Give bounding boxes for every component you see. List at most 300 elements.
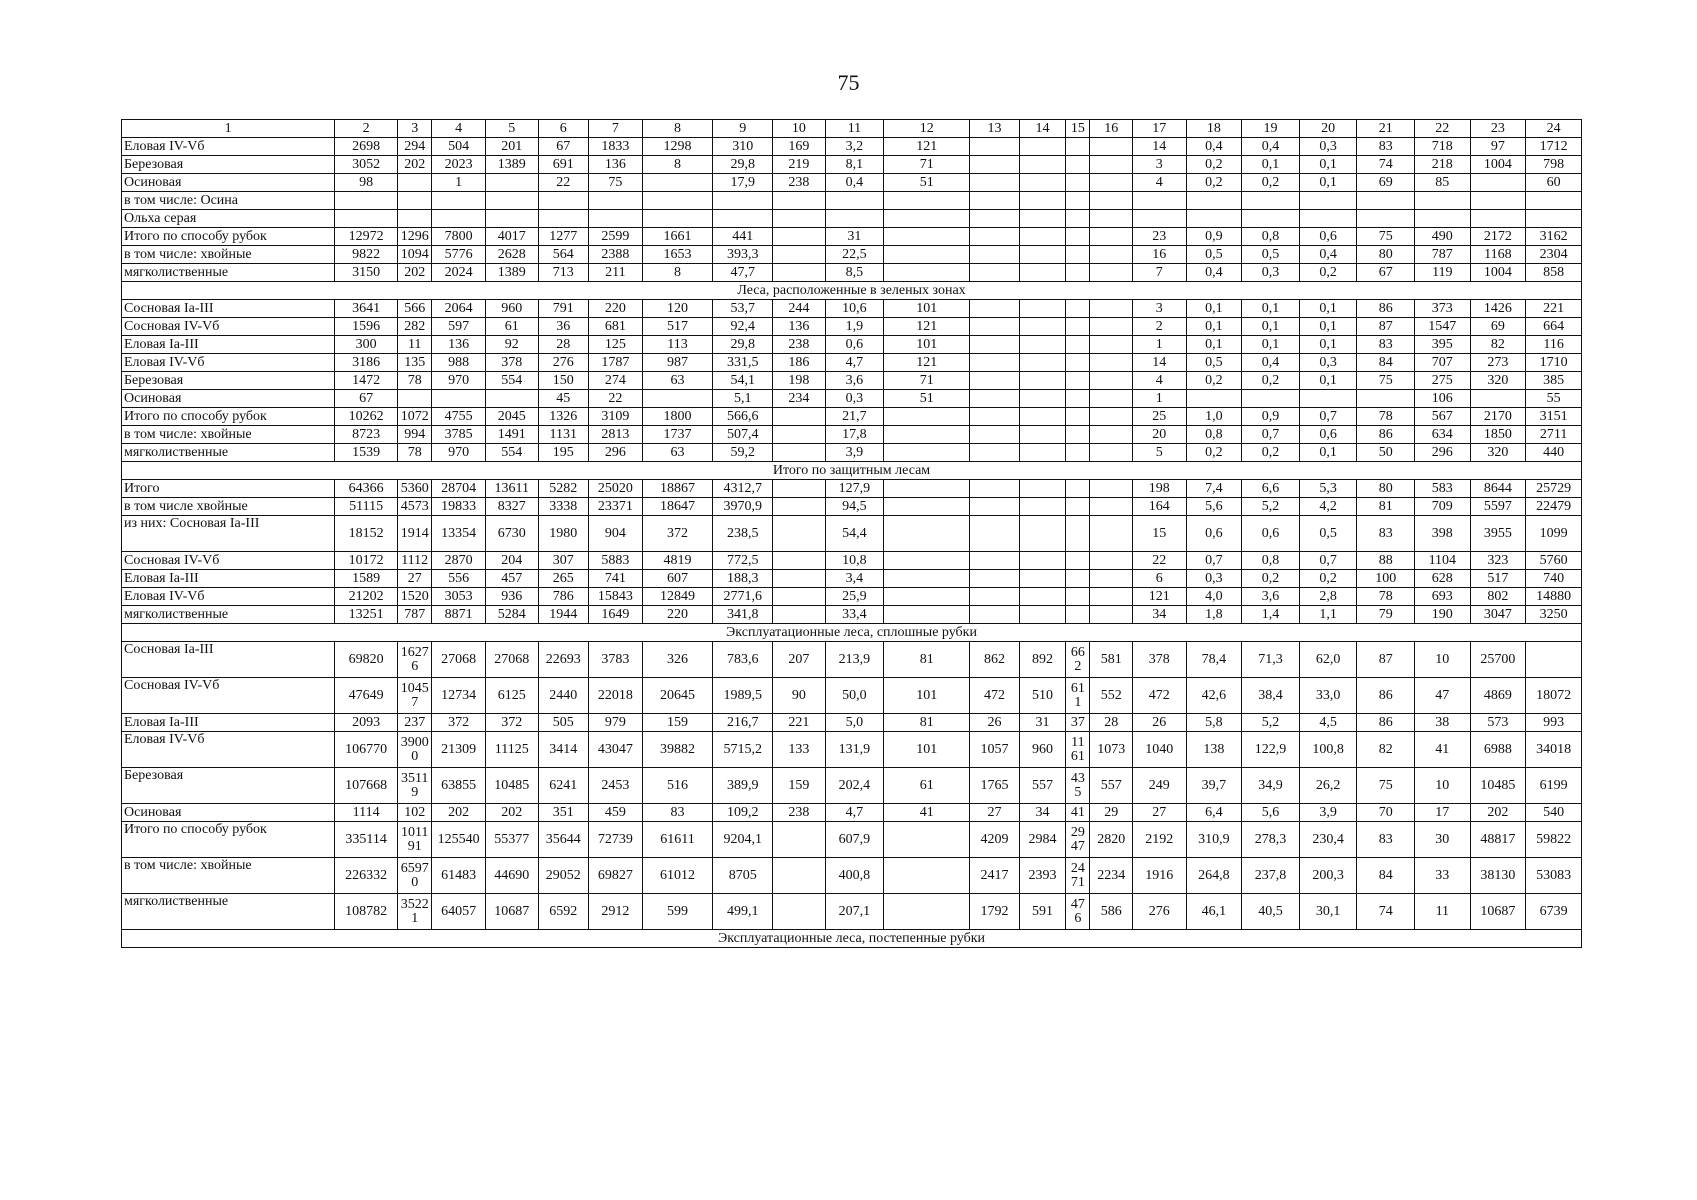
table-cell [1066,426,1090,444]
forest-table [121,119,1582,948]
row-label: Итого по способу рубок [122,408,335,426]
table-cell: 25020 [589,480,643,498]
table-cell [773,516,826,552]
table-cell: 0,3 [825,390,884,408]
table-cell [398,210,432,228]
table-cell: 101 [884,336,970,354]
table-cell [1090,498,1132,516]
table-cell: 17,9 [713,174,773,192]
table-cell: 27 [398,570,432,588]
table-cell: 86 [1357,714,1415,732]
table-cell: 0,1 [1242,318,1300,336]
table-cell: 783,6 [713,642,773,678]
table-cell: 64057 [432,894,486,930]
table-cell: 30,1 [1299,894,1357,930]
table-cell [884,588,970,606]
table-cell: 15 [1132,516,1186,552]
table-cell: 221 [1526,300,1582,318]
table-cell: 4 [1132,174,1186,192]
table-cell: 988 [432,354,486,372]
table-cell: 7800 [432,228,486,246]
table-cell: 69 [1357,174,1415,192]
table-cell: 75 [1357,768,1415,804]
table-cell: 86 [1357,678,1415,714]
table-cell: 5776 [432,246,486,264]
table-cell [970,300,1020,318]
table-cell: 113 [642,336,713,354]
table-cell [1090,588,1132,606]
table-row [122,354,1582,372]
table-cell: 282 [398,318,432,336]
table-cell [884,480,970,498]
table-cell: 2628 [485,246,538,264]
table-cell [773,588,826,606]
table-cell: 16 [1132,246,1186,264]
table-cell: 275 [1415,372,1471,390]
table-cell: 29052 [538,858,589,894]
table-cell: 372 [432,714,486,732]
table-cell [884,408,970,426]
table-cell: 960 [1019,732,1066,768]
table-cell: 234 [773,390,826,408]
table-cell [884,426,970,444]
table-cell [1470,192,1526,210]
table-cell [1090,372,1132,390]
column-number: 4 [432,120,486,138]
table-cell: 92,4 [713,318,773,336]
table-cell: 389,9 [713,768,773,804]
table-cell [773,246,826,264]
table-cell [1132,210,1186,228]
table-cell: 0,9 [1242,408,1300,426]
table-cell [884,822,970,858]
table-cell: 1520 [398,588,432,606]
table-cell: 440 [1526,444,1582,462]
table-cell: 10 [1415,642,1471,678]
table-cell: 0,1 [1242,300,1300,318]
table-cell: 28 [538,336,589,354]
table-cell: 50 [1357,444,1415,462]
table-cell: 1 [432,174,486,192]
table-cell: 335114 [335,822,398,858]
table-cell: 69827 [589,858,643,894]
table-cell: 993 [1526,714,1582,732]
row-label: Осиновая [122,804,335,822]
row-label: Еловая IV-Vб [122,588,335,606]
table-cell: 2304 [1526,246,1582,264]
table-cell [1019,570,1066,588]
table-cell: 10,8 [825,552,884,570]
table-cell: 238,5 [713,516,773,552]
table-cell: 1,9 [825,318,884,336]
table-cell: 459 [589,804,643,822]
table-cell: 1472 [335,372,398,390]
table-cell: 3250 [1526,606,1582,624]
table-cell [884,210,970,228]
table-cell: 31 [825,228,884,246]
table-cell: 8,5 [825,264,884,282]
table-cell: 87 [1357,318,1415,336]
table-cell: 51115 [335,498,398,516]
table-cell: 0,2 [1299,264,1357,282]
row-label: Сосновая Ia-III [122,300,335,318]
table-cell: 373 [1415,300,1471,318]
table-cell: 0,5 [1186,354,1242,372]
table-cell: 0,5 [1299,516,1357,552]
table-cell: 90 [773,678,826,714]
table-cell: 22,5 [825,246,884,264]
table-cell: 586 [1090,894,1132,930]
table-cell: 6988 [1470,732,1526,768]
table-cell [1066,552,1090,570]
table-cell [642,174,713,192]
table-cell: 125 [589,336,643,354]
table-cell: 42,6 [1186,678,1242,714]
table-cell: 17,8 [825,426,884,444]
table-cell: 0,1 [1299,318,1357,336]
table-cell: 201 [485,138,538,156]
table-cell: 0,1 [1242,156,1300,174]
table-cell: 517 [642,318,713,336]
table-cell: 202 [432,804,486,822]
table-cell: 1004 [1470,264,1526,282]
table-cell: 75 [1357,228,1415,246]
table-cell: 35119 [398,768,432,804]
table-cell: 5282 [538,480,589,498]
table-cell: 2870 [432,552,486,570]
table-cell [1090,570,1132,588]
table-cell: 264,8 [1186,858,1242,894]
table-cell: 516 [642,768,713,804]
table-cell: 63 [642,372,713,390]
table-cell [1066,606,1090,624]
table-cell: 296 [589,444,643,462]
table-cell: 45 [538,390,589,408]
table-cell: 51 [884,174,970,192]
table-cell: 0,3 [1299,354,1357,372]
table-cell: 10262 [335,408,398,426]
table-cell: 1114 [335,804,398,822]
table-cell [773,858,826,894]
table-cell: 5883 [589,552,643,570]
table-cell: 83 [642,804,713,822]
table-cell: 0,6 [1299,228,1357,246]
table-cell: 331,5 [713,354,773,372]
column-number: 6 [538,120,589,138]
table-cell: 34 [1019,804,1066,822]
table-cell [1019,372,1066,390]
table-cell [1019,156,1066,174]
table-cell: 22479 [1526,498,1582,516]
row-label: Еловая Ia-III [122,336,335,354]
table-cell: 22 [589,390,643,408]
table-cell [335,210,398,228]
table-cell: 202 [398,264,432,282]
table-cell [1019,444,1066,462]
table-cell: 628 [1415,570,1471,588]
section-row [122,930,1582,948]
table-cell: 220 [589,300,643,318]
table-cell: 23 [1132,228,1186,246]
table-cell [1066,480,1090,498]
table-cell [432,210,486,228]
table-row [122,210,1582,228]
table-cell [970,228,1020,246]
table-cell: 127,9 [825,480,884,498]
table-cell: 11125 [485,732,538,768]
table-cell: 34 [1132,606,1186,624]
table-cell: 4209 [970,822,1020,858]
table-cell: 34,9 [1242,768,1300,804]
table-cell: 81 [884,642,970,678]
table-cell: 2984 [1019,822,1066,858]
column-number: 1 [122,120,335,138]
table-cell: 81 [1357,498,1415,516]
table-cell: 3 [1132,156,1186,174]
table-cell: 39000 [398,732,432,768]
table-cell: 802 [1470,588,1526,606]
table-cell [1470,210,1526,228]
table-cell: 78 [1357,408,1415,426]
table-cell [1019,264,1066,282]
section-title: Эксплуатационные леса, сплошные рубки [122,624,1582,642]
table-cell [884,570,970,588]
table-cell: 75 [589,174,643,192]
table-cell: 36 [538,318,589,336]
table-cell: 1296 [398,228,432,246]
table-cell: 14 [1132,354,1186,372]
table-cell: 1980 [538,516,589,552]
table-cell [773,570,826,588]
table-cell: 9822 [335,246,398,264]
row-label: Сосновая Ia-III [122,642,335,678]
table-row [122,300,1582,318]
table-cell: 18647 [642,498,713,516]
table-cell: 61 [485,318,538,336]
table-cell: 0,6 [1242,516,1300,552]
table-cell: 2093 [335,714,398,732]
table-cell: 18072 [1526,678,1582,714]
table-cell: 29,8 [713,336,773,354]
table-cell [1186,192,1242,210]
table-cell: 6199 [1526,768,1582,804]
table-cell [773,894,826,930]
row-label: мягколиственные [122,444,335,462]
table-cell [1470,390,1526,408]
table-cell [773,228,826,246]
table-cell: 554 [485,444,538,462]
table-cell: 106 [1415,390,1471,408]
table-cell [1019,246,1066,264]
table-cell: 202 [398,156,432,174]
table-cell: 138 [1186,732,1242,768]
table-cell: 1099 [1526,516,1582,552]
table-cell: 2172 [1470,228,1526,246]
table-cell: 85 [1415,174,1471,192]
table-cell [1299,210,1357,228]
table-cell: 33,0 [1299,678,1357,714]
table-cell [1066,354,1090,372]
table-cell [1090,138,1132,156]
table-cell: 213,9 [825,642,884,678]
table-cell: 98 [335,174,398,192]
table-cell: 150 [538,372,589,390]
table-cell [1415,210,1471,228]
table-cell: 378 [1132,642,1186,678]
table-cell [1019,174,1066,192]
column-number: 16 [1090,120,1132,138]
row-label: Еловая IV-Vб [122,138,335,156]
table-cell: 1539 [335,444,398,462]
table-cell: 1649 [589,606,643,624]
table-cell [1090,246,1132,264]
column-number: 3 [398,120,432,138]
table-cell [1090,552,1132,570]
table-cell [884,552,970,570]
table-cell: 69 [1470,318,1526,336]
table-cell [642,390,713,408]
table-cell: 4869 [1470,678,1526,714]
table-cell: 2711 [1526,426,1582,444]
table-cell [1019,192,1066,210]
table-cell: 67 [1357,264,1415,282]
column-number: 9 [713,120,773,138]
table-cell [1066,138,1090,156]
table-cell: 35221 [398,894,432,930]
table-cell: 1 [1132,336,1186,354]
table-cell: 960 [485,300,538,318]
table-cell: 858 [1526,264,1582,282]
table-cell: 61 [884,768,970,804]
table-cell [970,138,1020,156]
table-cell [1019,228,1066,246]
table-cell [884,444,970,462]
table-cell [773,498,826,516]
table-cell: 164 [1132,498,1186,516]
table-cell: 43047 [589,732,643,768]
table-cell [970,570,1020,588]
table-cell [1066,318,1090,336]
table-cell: 15843 [589,588,643,606]
table-cell: 1389 [485,264,538,282]
table-row [122,318,1582,336]
table-cell: 23371 [589,498,643,516]
table-cell: 218 [1415,156,1471,174]
table-cell: 0,6 [1299,426,1357,444]
table-cell [1357,192,1415,210]
table-cell: 27068 [432,642,486,678]
table-cell: 39882 [642,732,713,768]
table-cell [773,822,826,858]
table-cell [589,210,643,228]
table-row [122,588,1582,606]
table-cell [773,444,826,462]
table-cell: 1389 [485,156,538,174]
table-cell: 202,4 [825,768,884,804]
table-cell: 20 [1132,426,1186,444]
table-cell: 82 [1470,336,1526,354]
table-cell: 490 [1415,228,1471,246]
column-number: 2 [335,120,398,138]
table-cell: 79 [1357,606,1415,624]
table-cell: 2 [1132,318,1186,336]
row-label: Сосновая IV-Vб [122,552,335,570]
table-cell: 100 [1357,570,1415,588]
table-cell: 39,7 [1186,768,1242,804]
column-number: 21 [1357,120,1415,138]
table-cell: 557 [1090,768,1132,804]
table-cell [970,264,1020,282]
table-cell: 2045 [485,408,538,426]
table-cell [1019,606,1066,624]
table-row [122,336,1582,354]
table-row [122,264,1582,282]
table-cell [1526,642,1582,678]
table-cell [1090,318,1132,336]
section-title: Эксплуатационные леса, постепенные рубки [122,930,1582,948]
table-cell [485,390,538,408]
table-cell: 17 [1415,804,1471,822]
table-cell: 1 [1132,390,1186,408]
table-cell [773,480,826,498]
table-cell: 44690 [485,858,538,894]
table-row [122,372,1582,390]
table-cell: 6241 [538,768,589,804]
column-number: 19 [1242,120,1300,138]
header-row [122,120,1582,138]
table-cell: 0,8 [1186,426,1242,444]
table-cell [970,192,1020,210]
table-cell: 7,4 [1186,480,1242,498]
table-cell: 13251 [335,606,398,624]
table-cell: 12849 [642,588,713,606]
table-cell [773,408,826,426]
table-cell [432,192,486,210]
table-cell [1299,390,1357,408]
table-cell: 372 [642,516,713,552]
table-cell: 1787 [589,354,643,372]
table-cell: 8705 [713,858,773,894]
table-cell: 3052 [335,156,398,174]
table-cell: 55377 [485,822,538,858]
table-cell: 557 [1019,768,1066,804]
table-cell: 78 [1357,588,1415,606]
table-cell: 664 [1526,318,1582,336]
table-cell: 1073 [1090,732,1132,768]
table-cell: 101 [884,300,970,318]
table-cell: 27 [970,804,1020,822]
table-cell: 0,3 [1299,138,1357,156]
table-cell: 693 [1415,588,1471,606]
section-row [122,624,1582,642]
table-cell [970,516,1020,552]
table-row [122,768,1582,804]
table-cell: 62,0 [1299,642,1357,678]
table-cell: 400,8 [825,858,884,894]
table-cell: 83 [1357,516,1415,552]
table-cell: 3338 [538,498,589,516]
table-cell: 21309 [432,732,486,768]
table-cell: 607 [642,570,713,588]
table-cell [1066,336,1090,354]
table-cell: 3414 [538,732,589,768]
table-cell: 393,3 [713,246,773,264]
table-cell [1019,210,1066,228]
table-cell [970,336,1020,354]
table-cell: 21,7 [825,408,884,426]
table-row [122,822,1582,858]
table-cell [970,210,1020,228]
